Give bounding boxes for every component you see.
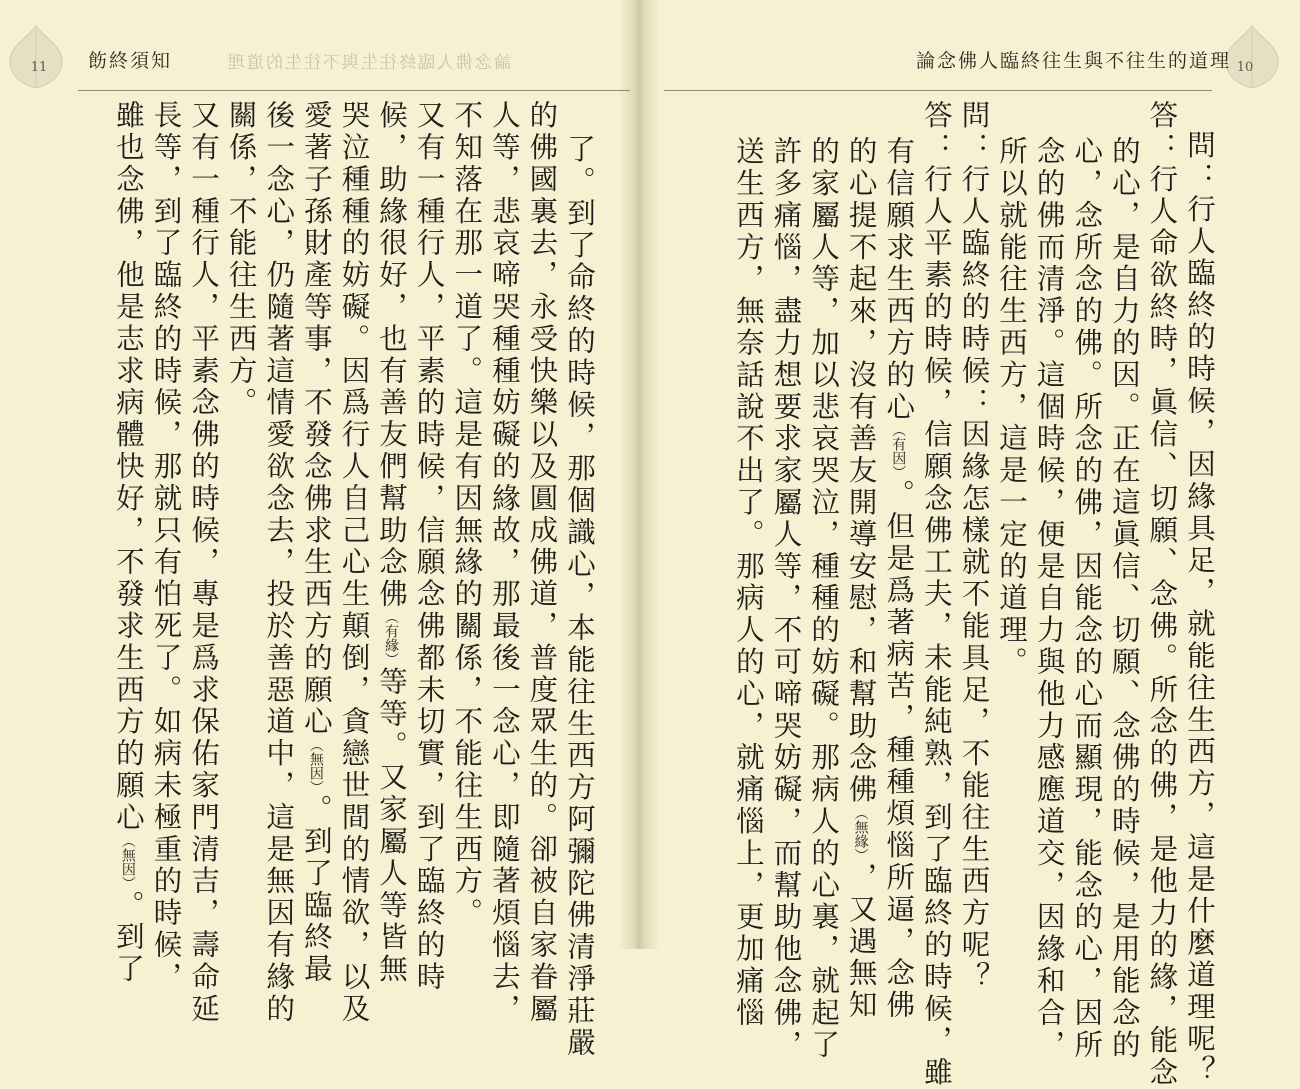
text-run: 愛著子孫財產等事，不發念佛求生西方的願心 [299, 100, 333, 738]
text-run: 有信願求生西方的心 [882, 136, 916, 424]
running-head-left: 飭終須知 [88, 50, 173, 72]
text-column: 不知落在那一道了。這是有因無緣的關係，不能往生西方。 [450, 100, 484, 930]
text-column: 所以就能往生西方，這是一定的道理。 [995, 136, 1029, 679]
text-column: 的家屬人等，加以悲哀哭泣，種種的妨礙。那病人的心裏，就起了 [807, 136, 841, 1062]
text-run: 雖也念佛，他是志求病體快好，不發求生西方的願心 [111, 100, 145, 834]
text-column: 問：行人臨終的時候，因緣具足，就能往生西方，這是什麼道理呢？ [1183, 130, 1216, 1087]
text-column: 送生西方，無奈話說不出了。那病人的心，就痛惱上，更加痛惱 [731, 136, 765, 1030]
text-run: 的心提不起來，沒有善友開導安慰，和幫助念佛 [844, 136, 878, 806]
text-run: 候，助緣很好，也有善友們幫助念佛 [375, 100, 409, 611]
interlinear-note: （有緣） [383, 610, 400, 667]
text-column: 人等，悲哀啼哭種種妨礙的緣故，那最後一念心，即隨著煩惱去， [487, 100, 521, 1026]
page-number-right: 10 [1236, 60, 1254, 75]
text-column: 長等，到了臨終的時候，那就只有怕死了。如病未極重的時候， [149, 100, 183, 994]
text-column [410, 100, 448, 994]
text-column: 哭泣種種的妨礙。因爲行人自己心生顛倒，貪戀世間的情欲，以及 [337, 100, 371, 1026]
text-column [372, 100, 410, 986]
text-column: 念的佛而清淨。這個時候，便是自力與他力感應道交，因緣和合， [1032, 136, 1066, 1062]
page-number-left: 11 [30, 60, 48, 75]
text-column: 答：行人命欲終時，眞信、切願、念佛。所念的佛，是他力的緣，能念 [1145, 100, 1179, 1089]
text-run: 。到了 [111, 889, 145, 986]
header-rule-right [664, 90, 1212, 91]
text-column [842, 100, 880, 1022]
text-column: 的佛國裏去，永受快樂以及圓成佛道，普度眾生的。卻被自家眷屬 [525, 100, 559, 1026]
text-column: 答：行人平素的時候，信願念佛工夫，未能純熟，到了臨終的時候，雖 [919, 100, 953, 1089]
text-run: 等等。又家屬人等皆無 [375, 666, 409, 986]
text-column [297, 100, 335, 986]
left-page-body [72, 100, 598, 1060]
header-rule-left [78, 90, 630, 91]
text-column: 關係，不能往生西方。 [224, 100, 258, 419]
text-column: 了。到了命終的時候，那個識心，本能往生西方阿彌陀佛清淨莊嚴 [563, 134, 596, 1060]
bodhi-leaf-icon [6, 24, 66, 90]
text-column [880, 100, 918, 1022]
text-column: 心，念所念的佛。所念的佛，因能念的心而顯現，能念的心，因所 [1070, 136, 1104, 1062]
interlinear-note: （無因） [119, 833, 136, 890]
text-run: 。但是爲著病苦，種種煩惱所逼，念佛 [882, 479, 916, 1022]
interlinear-note: （無因） [307, 738, 324, 794]
right-page-body [706, 100, 1218, 1089]
interlinear-note: （有因） [890, 423, 907, 480]
interlinear-note: （無緣） [852, 805, 869, 862]
text-column: 後一念心，仍隨著這情愛欲念去，投於善惡道中，這是無因有緣的 [262, 100, 296, 1026]
text-run: 。到了臨終最 [299, 794, 333, 986]
text-column: 問：行人臨終的時候：因緣怎樣就不能具足，不能往生西方呢？ [957, 100, 991, 994]
text-run: 又有一種行人，平素的時候，信願念佛都未切實，到了臨終的時 [412, 100, 446, 994]
bleed-through-heading: 論念佛人臨終往生與不往生的道理 [226, 53, 511, 73]
text-column: 許多痛惱，盡力想要求家屬人等，不可啼哭妨礙，而幫助他念佛， [769, 136, 803, 1062]
running-head-right: 論念佛人臨終往生與不往生的道理 [916, 50, 1232, 72]
text-column [109, 100, 147, 986]
text-column: 的心，是自力的因。正在這眞信、切願、念佛的時候，是用能念的 [1107, 136, 1141, 1062]
book-gutter [620, 0, 658, 949]
text-run: ，又遇無知 [844, 861, 878, 1022]
text-column: 又有一種行人，平素念佛的時候，專是爲求保佑家門清吉，壽命延 [187, 100, 221, 1026]
